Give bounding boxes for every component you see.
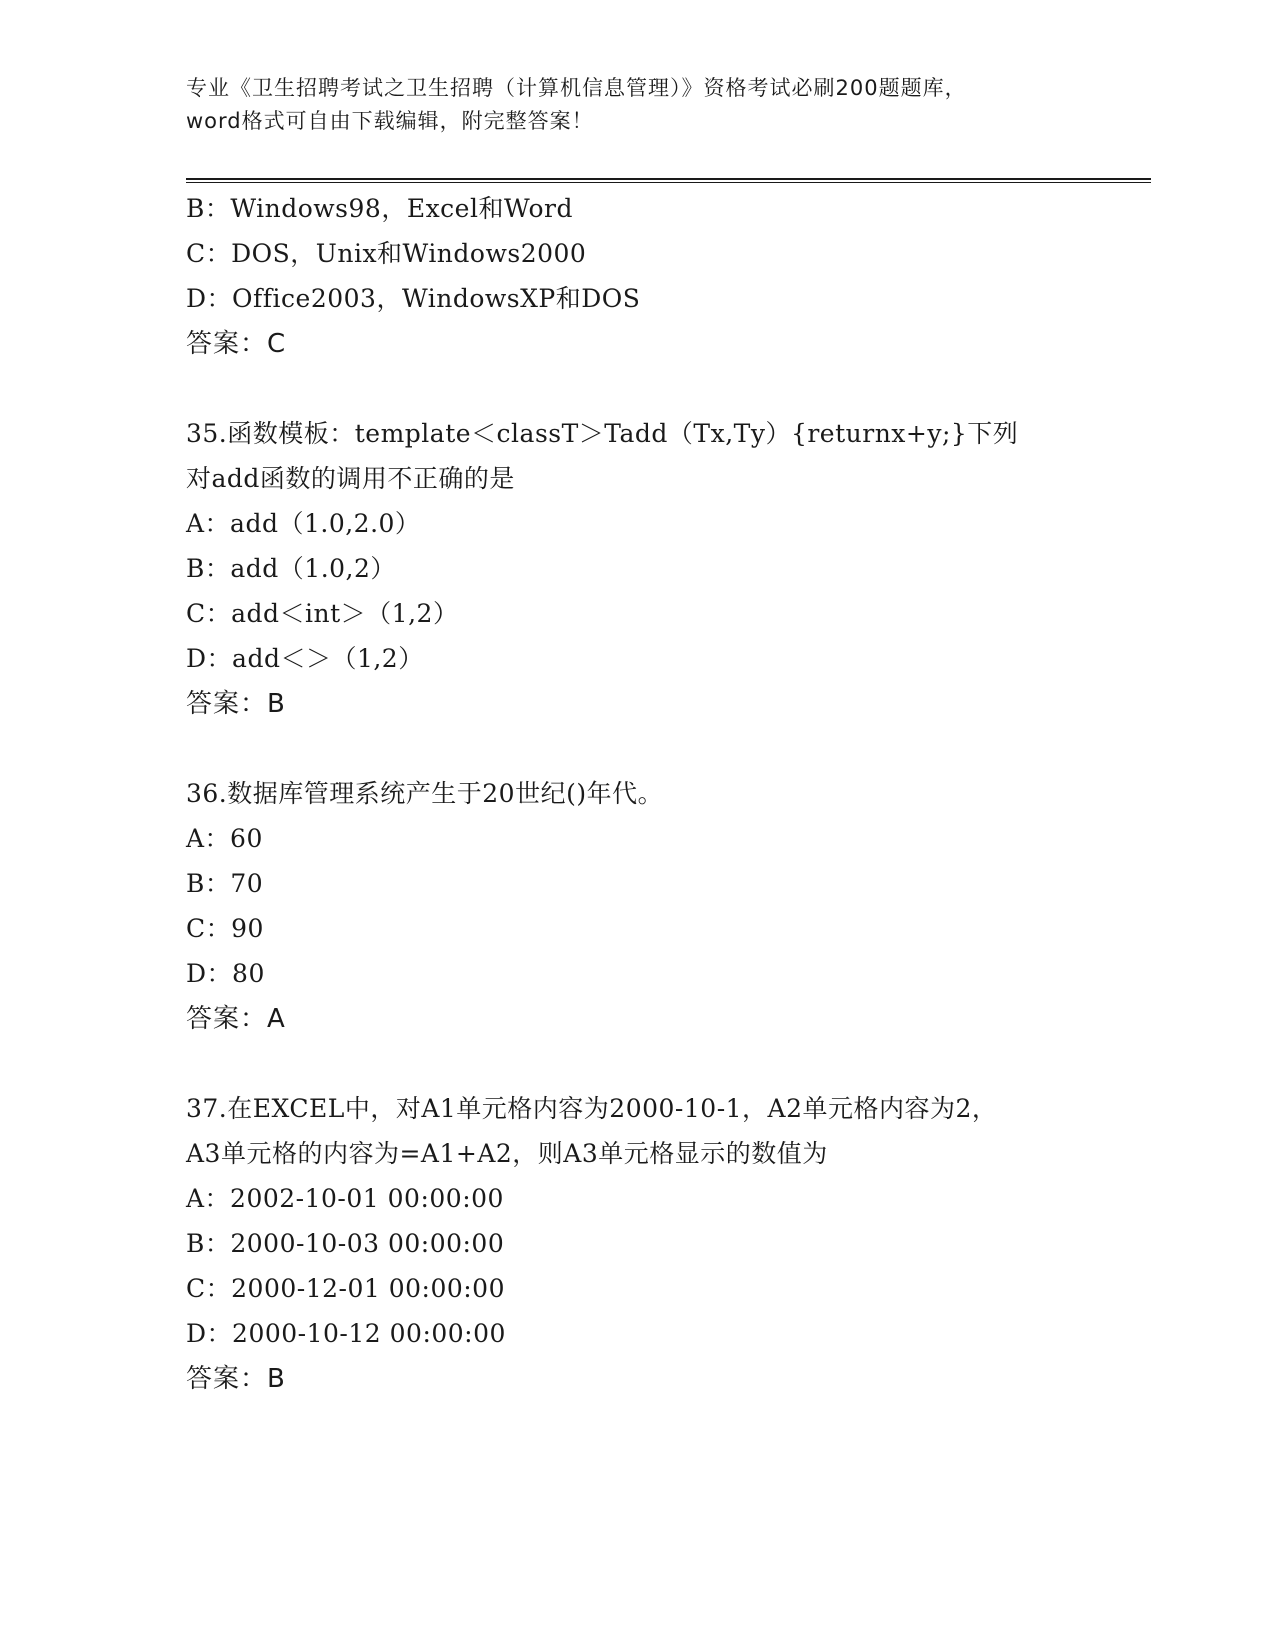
q36-option-b: B：70 bbox=[186, 869, 264, 898]
document-header bbox=[186, 72, 1086, 138]
q35-option-c: C：add＜int＞（1,2） bbox=[186, 599, 459, 628]
header-title-line-2: word格式可自由下载编辑，附完整答案！ bbox=[186, 109, 594, 133]
q37-option-c: C：2000-12-01 00:00:00 bbox=[186, 1274, 505, 1303]
q35-answer: 答案：B bbox=[186, 689, 286, 719]
q36-option-d: D：80 bbox=[186, 959, 265, 988]
q37-option-d: D：2000-10-12 00:00:00 bbox=[186, 1319, 506, 1348]
q37-option-a: A：2002-10-01 00:00:00 bbox=[186, 1184, 504, 1213]
q34-option-c: C：DOS，Unix和Windows2000 bbox=[186, 239, 587, 268]
q34-answer: 答案：C bbox=[186, 329, 287, 359]
q37-stem-line-1: 37.在EXCEL中，对A1单元格内容为2000-10-1，A2单元格内容为2， bbox=[186, 1094, 998, 1123]
q35-option-d: D：add＜＞（1,2） bbox=[186, 644, 424, 673]
q36-stem: 36.数据库管理系统产生于20世纪()年代。 bbox=[186, 779, 664, 808]
q35-stem-line-2: 对add函数的调用不正确的是 bbox=[186, 464, 515, 493]
header-title-line-1: 专业《卫生招聘考试之卫生招聘（计算机信息管理）》资格考试必刷200题题库， bbox=[186, 76, 967, 100]
q36-option-c: C：90 bbox=[186, 914, 264, 943]
q34-option-b: B：Windows98，Excel和Word bbox=[186, 194, 573, 223]
q35-option-a: A：add（1.0,2.0） bbox=[186, 509, 421, 538]
header-divider-thin bbox=[186, 182, 1151, 183]
q35-option-b: B：add（1.0,2） bbox=[186, 554, 396, 583]
q36-option-a: A：60 bbox=[186, 824, 263, 853]
q37-answer: 答案：B bbox=[186, 1364, 286, 1394]
header-divider-thick bbox=[186, 178, 1151, 180]
q37-option-b: B：2000-10-03 00:00:00 bbox=[186, 1229, 505, 1258]
q37-stem-line-2: A3单元格的内容为=A1+A2，则A3单元格显示的数值为 bbox=[186, 1139, 828, 1168]
q36-answer: 答案：A bbox=[186, 1004, 286, 1034]
q35-stem-line-1: 35.函数模板：template＜classT＞Tadd（Tx,Ty）{returnx+y;}下列 bbox=[186, 419, 1019, 448]
q34-option-d: D：Office2003，WindowsXP和DOS bbox=[186, 284, 641, 313]
